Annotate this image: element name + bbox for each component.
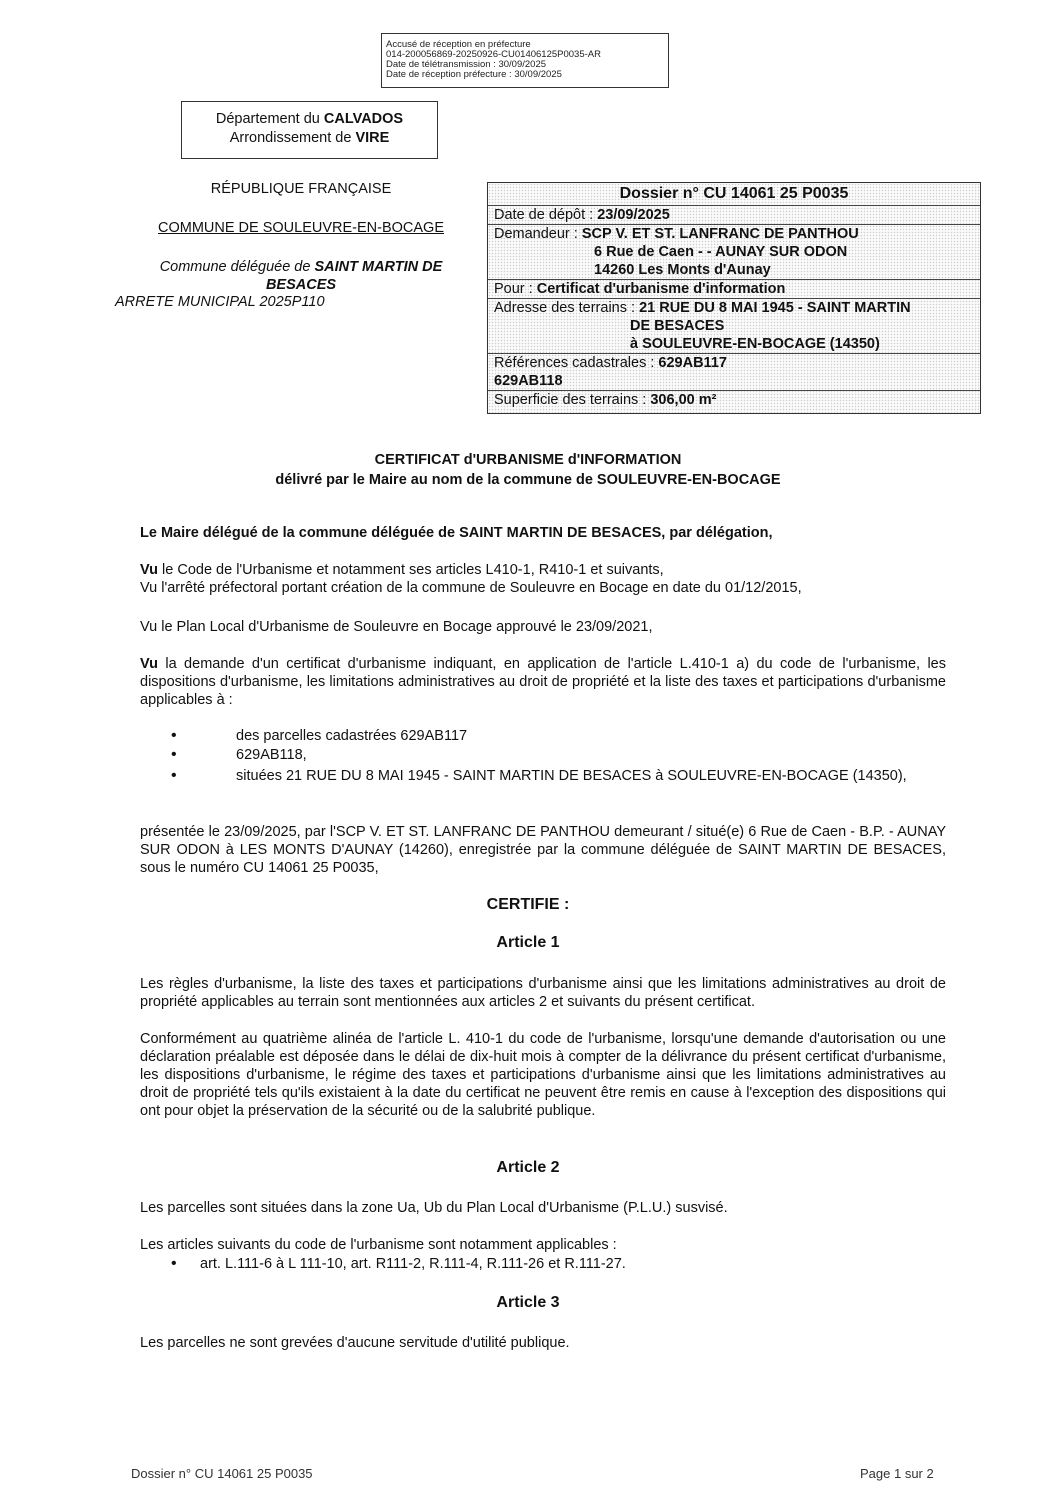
dossier-depot xyxy=(488,206,980,225)
arrondissement-prefix: Arrondissement de xyxy=(229,130,352,146)
demandeur-label: Demandeur : xyxy=(494,226,578,242)
footer-dossier: Dossier n° CU 14061 25 P0035 xyxy=(131,1466,313,1481)
vu-code-urbanisme xyxy=(140,561,946,579)
vu-demande-text: la demande d'un certificat d'urbanisme indiquant, en application de l'article L.410-1 a) du code de l'urbanisme, les dispositions d'urbanisme, les limitations administratives au droit de propriété et la liste des taxes et participations d'urbanisme applicables à : xyxy=(140,656,946,708)
republique-heading: RÉPUBLIQUE FRANÇAISE xyxy=(210,181,392,197)
dossier-title: Dossier n° CU 14061 25 P0035 xyxy=(488,183,980,206)
demandeur-address: 6 Rue de Caen - - AUNAY SUR ODON xyxy=(594,244,848,260)
refs-value-2: 629AB118 xyxy=(494,373,563,389)
demandeur-name: SCP V. ET ST. LANFRANC DE PANTHOU xyxy=(581,226,859,242)
certificate-title-line1: CERTIFICAT d'URBANISME d'INFORMATION xyxy=(374,452,682,468)
pour-label: Pour : xyxy=(494,281,533,297)
vu-demande xyxy=(140,655,946,709)
maire-statement: Le Maire délégué de la commune déléguée de SAINT MARTIN DE BESACES, par délégation, xyxy=(140,525,773,541)
stamp-line: 014-200056869-20250926-CU01406125P0035-AR xyxy=(386,49,601,60)
article-2-heading: Article 2 xyxy=(496,1159,560,1176)
commune-heading: COMMUNE DE SOULEUVRE-EN-BOCAGE xyxy=(157,220,444,236)
dept-prefix: Département du xyxy=(215,111,320,127)
arrete-number: ARRETE MUNICIPAL 2025P110 xyxy=(115,294,325,310)
deleguee-name: SAINT MARTIN DE BESACES xyxy=(265,259,443,293)
article-2-paragraph-2: Les articles suivants du code de l'urbanisme sont notamment applicables : xyxy=(140,1237,617,1253)
dept-name: CALVADOS xyxy=(323,111,404,127)
certificate-title xyxy=(140,450,916,490)
dossier-box xyxy=(487,182,981,414)
parcel-bullet-3: situées 21 RUE DU 8 MAI 1945 - SAINT MARTIN DE BESACES à SOULEUVRE-EN-BOCAGE (14350), xyxy=(236,768,907,784)
footer-page-number: Page 1 sur 2 xyxy=(860,1466,934,1481)
commune-deleguee xyxy=(137,258,465,294)
stamp-line: Date de réception préfecture : 30/09/2025 xyxy=(386,69,562,80)
arrondissement-name: VIRE xyxy=(355,130,390,146)
superficie-value: 306,00 m² xyxy=(650,392,717,408)
dossier-demandeur xyxy=(488,225,980,280)
article-1-paragraph-1: Les règles d'urbanisme, la liste des taxes et participations d'urbanisme ainsi que les limitations administratives au droit de propriété applicables au terrain sont mentionnées aux articles 2 et suivants du présent certificat. xyxy=(140,976,946,1010)
prefecture-receipt-stamp xyxy=(381,33,669,88)
deleguee-prefix: Commune déléguée de xyxy=(159,259,311,275)
article-3-paragraph-1: Les parcelles ne sont grevées d'aucune servitude d'utilité publique. xyxy=(140,1335,570,1351)
vu-plu: Vu le Plan Local d'Urbanisme de Souleuvre en Bocage approuvé le 23/09/2021, xyxy=(140,619,653,635)
vu-code-text: le Code de l'Urbanisme et notamment ses articles L410-1, R410-1 et suivants, xyxy=(158,562,664,578)
depot-value: 23/09/2025 xyxy=(597,207,670,223)
pour-value: Certificat d'urbanisme d'information xyxy=(536,281,786,297)
article-2-bullet: art. L.111-6 à L 111-10, art. R111-2, R.111-4, R.111-26 et R.111-27. xyxy=(200,1256,626,1272)
bullet-icon: • xyxy=(171,767,177,784)
stamp-line: Date de télétransmission : 30/09/2025 xyxy=(386,59,547,70)
refs-label: Références cadastrales : xyxy=(494,355,655,371)
dossier-pour xyxy=(488,280,980,299)
presentee-paragraph: présentée le 23/09/2025, par l'SCP V. ET ST. LANFRANC DE PANTHOU demeurant / situé(e) 6 Rue de Caen - B.P. - AUNAY SUR ODON à LES MONTS D'AUNAY (14260), enregistrée par la commune déléguée de SAINT MARTIN DE BESACES, sous le numéro CU 14061 25 P0035, xyxy=(140,824,946,876)
department-box xyxy=(181,101,438,159)
depot-label: Date de dépôt : xyxy=(494,207,594,223)
stamp-line: Accusé de réception en préfecture xyxy=(386,39,531,50)
bullet-icon: • xyxy=(171,727,177,744)
dossier-references xyxy=(488,354,980,391)
adresse-value: 21 RUE DU 8 MAI 1945 - SAINT MARTIN xyxy=(639,300,911,316)
certifie-heading: CERTIFIE : xyxy=(486,896,570,913)
parcel-bullet-2: 629AB118, xyxy=(236,747,307,763)
adresse-value-line3: à SOULEUVRE-EN-BOCAGE (14350) xyxy=(630,336,880,352)
refs-value: 629AB117 xyxy=(658,355,727,371)
adresse-value-line2: DE BESACES xyxy=(630,318,725,334)
certificate-title-line2: délivré par le Maire au nom de la commune de SOULEUVRE-EN-BOCAGE xyxy=(275,472,781,488)
article-2-paragraph-1: Les parcelles sont situées dans la zone Ua, Ub du Plan Local d'Urbanisme (P.L.U.) susvisé. xyxy=(140,1200,728,1216)
bullet-icon: • xyxy=(171,1255,177,1272)
vu-arrete-prefectoral: Vu l'arrêté préfectoral portant création de la commune de Souleuvre en Bocage en date du 01/12/2015, xyxy=(140,580,802,596)
vu-prefix: Vu xyxy=(140,562,158,578)
superficie-label: Superficie des terrains : xyxy=(494,392,647,408)
parcel-bullet-1: des parcelles cadastrées 629AB117 xyxy=(236,728,468,744)
dossier-superficie xyxy=(488,391,980,409)
article-1-heading: Article 1 xyxy=(496,934,560,951)
vu-prefix: Vu xyxy=(140,656,158,672)
dossier-adresse xyxy=(488,299,980,354)
demandeur-city: 14260 Les Monts d'Aunay xyxy=(594,262,771,278)
article-1-paragraph-2: Conformément au quatrième alinéa de l'article L. 410-1 du code de l'urbanisme, lorsqu'une demande d'autorisation ou une déclaration préalable est déposée dans le délai de dix-huit mois à compter de la délivrance du présent certificat d'urbanisme, les dispositions d'urbanisme, le régime des taxes et participations d'urbanisme ainsi que les limitations administratives au droit de propriété tels qu'ils existaient à la date du certificat ne peuvent être remis en cause à l'exception des dispositions qui ont pour objet la préservation de la sécurité ou de la salubrité publique. xyxy=(140,1031,946,1119)
adresse-label: Adresse des terrains : xyxy=(494,300,636,316)
bullet-icon: • xyxy=(171,746,177,763)
article-3-heading: Article 3 xyxy=(496,1294,560,1311)
